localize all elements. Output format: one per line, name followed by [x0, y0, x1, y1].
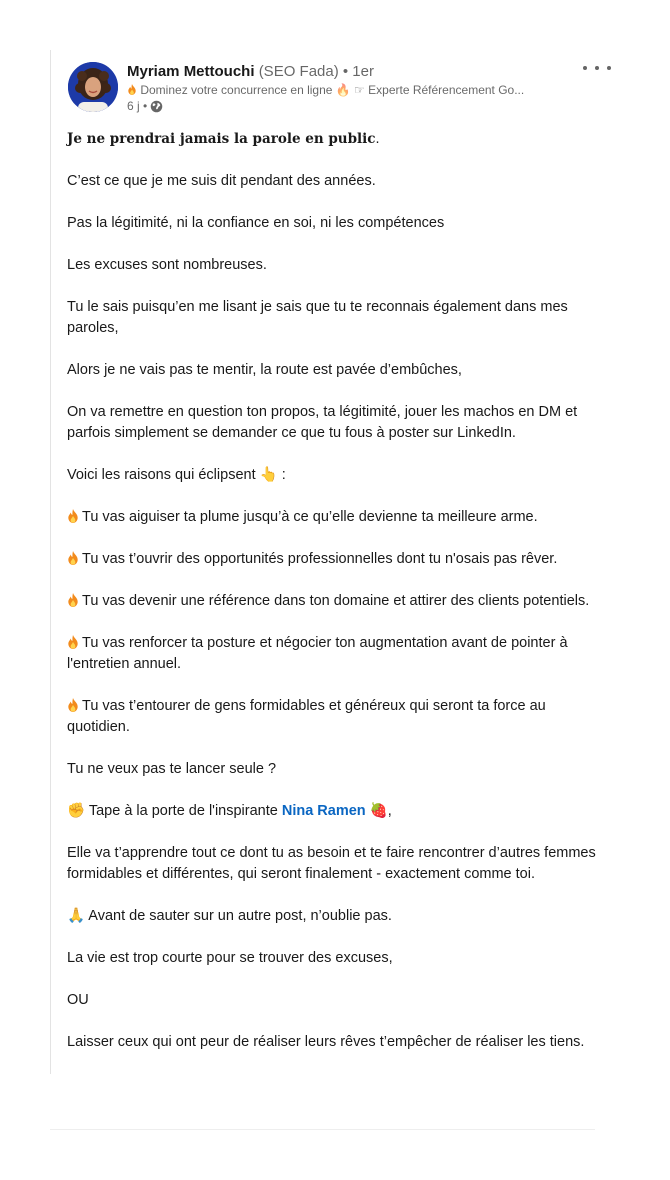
- bullet-text: Tu vas t’entourer de gens formidables et généreux qui seront ta force au quotidien.: [67, 698, 546, 735]
- paragraph: [67, 906, 612, 927]
- post-meta: [127, 98, 577, 114]
- paragraph: Les excuses sont nombreuses.: [67, 257, 267, 273]
- post-title-text: Je ne prendrai jamais la parole en public: [67, 131, 376, 147]
- connection-degree: • 1er: [342, 63, 374, 80]
- flame-icon: [67, 635, 79, 649]
- author-company: (SEO Fada): [258, 63, 339, 80]
- post-header: [127, 62, 577, 114]
- bullet-item: [67, 633, 612, 675]
- mention-after: 🍓,: [369, 803, 392, 819]
- bullet-text: Tu vas t’ouvrir des opportunités professionnelles dont tu n'osais pas rêver.: [82, 551, 558, 567]
- paragraph: La vie est trop courte pour se trouver des excuses,: [67, 950, 393, 966]
- post-title-period: .: [375, 131, 380, 147]
- avatar[interactable]: [68, 62, 118, 112]
- post-title: [67, 129, 612, 150]
- paragraph: Pas la légitimité, ni la confiance en soi, ni les compétences: [67, 215, 445, 231]
- author-name[interactable]: Myriam Mettouchi: [127, 63, 255, 80]
- pray-icon: 🙏: [67, 908, 86, 924]
- mention-link[interactable]: Nina Ramen: [281, 803, 366, 819]
- post-time: 6 j •: [127, 99, 148, 113]
- paragraph: C’est ce que je me suis dit pendant des années.: [67, 173, 376, 189]
- flame-icon: [67, 698, 79, 712]
- post-card: [50, 50, 610, 1130]
- author-headline: [127, 82, 577, 98]
- flame-icon: [67, 509, 79, 523]
- paragraph-text: Avant de sauter sur un autre post, n’oublie pas.: [88, 908, 392, 924]
- flame-icon: [67, 551, 79, 565]
- fist-icon: ✊: [67, 803, 86, 819]
- paragraph: OU: [67, 992, 89, 1008]
- bullet-item: [67, 549, 612, 570]
- more-options-icon[interactable]: [583, 58, 611, 78]
- paragraph: Alors je ne vais pas te mentir, la route est pavée d’embûches,: [67, 362, 462, 378]
- bullet-text: Tu vas renforcer ta posture et négocier ton augmentation avant de pointer à l'entretien annuel.: [67, 635, 568, 672]
- bullet-item: [67, 591, 612, 612]
- card-bottom-border: [50, 1129, 595, 1130]
- mention-before: Tape à la porte de l'inspirante: [88, 803, 278, 819]
- paragraph: Tu ne veux pas te lancer seule ?: [67, 761, 277, 777]
- paragraph: Voici les raisons qui éclipsent 👆 :: [67, 467, 286, 483]
- bullet-item: [67, 696, 612, 738]
- paragraph: Elle va t’apprendre tout ce dont tu as besoin et te faire rencontrer d’autres femmes formidables et différentes, qui seront finalement - exactement comme toi.: [67, 845, 596, 882]
- mention-paragraph: [67, 801, 612, 822]
- card-border: [50, 50, 51, 1074]
- post-body: [67, 129, 612, 1053]
- bullet-item: [67, 507, 612, 528]
- paragraph: Laisser ceux qui ont peur de réaliser leurs rêves t’empêcher de réaliser les tiens.: [67, 1034, 585, 1050]
- paragraph: Tu le sais puisqu’en me lisant je sais que tu te reconnais également dans mes paroles,: [67, 299, 568, 336]
- author-line: [127, 62, 577, 82]
- bullet-text: Tu vas devenir une référence dans ton domaine et attirer des clients potentiels.: [82, 593, 590, 609]
- bullet-text: Tu vas aiguiser ta plume jusqu’à ce qu’elle devienne ta meilleure arme.: [82, 509, 538, 525]
- headline-text: Dominez votre concurrence en ligne 🔥 ☞ Experte Référencement Go...: [140, 83, 525, 97]
- flame-icon: [127, 84, 137, 95]
- flame-icon: [67, 593, 79, 607]
- globe-icon: [150, 100, 163, 113]
- paragraph: On va remettre en question ton propos, ta légitimité, jouer les machos en DM et parfois simplement se demander ce que tu fous à poster sur LinkedIn.: [67, 404, 578, 441]
